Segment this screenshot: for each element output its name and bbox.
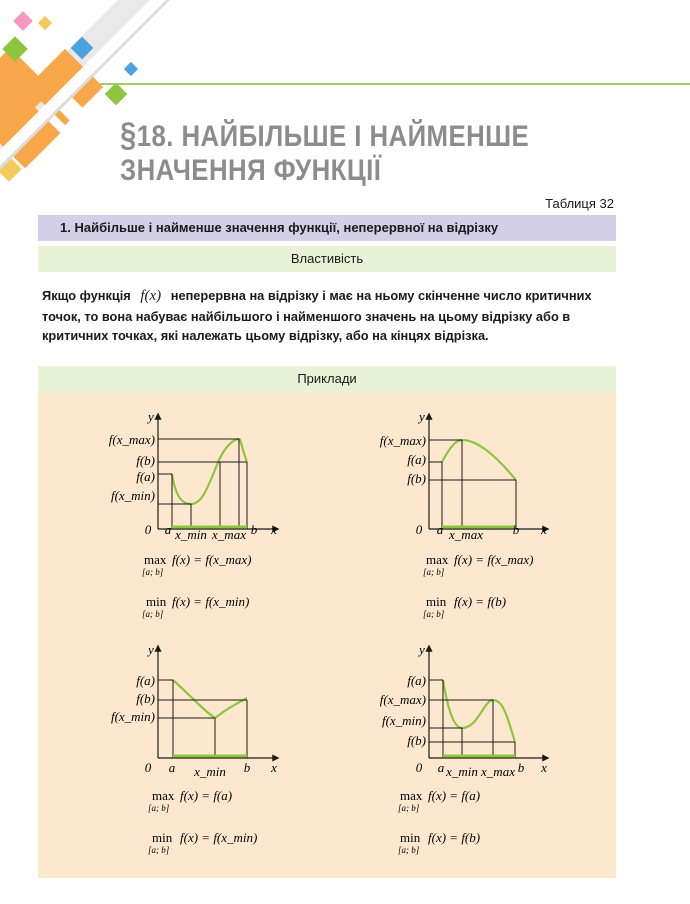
curve bbox=[442, 440, 516, 480]
function-symbol: f(x) bbox=[140, 288, 162, 304]
x-label: b bbox=[517, 760, 525, 775]
graph-3 bbox=[111, 642, 278, 855]
formula-op: max bbox=[144, 552, 167, 567]
formula-op: min bbox=[400, 830, 421, 845]
formula-expr: f(x) = f(x_min) bbox=[172, 594, 250, 609]
y-label: f(x_max) bbox=[379, 433, 426, 448]
x-label: x_min bbox=[446, 764, 478, 779]
x-label: x bbox=[271, 522, 277, 537]
corner-decoration bbox=[0, 0, 230, 230]
formula-expr: f(x) = f(x_max) bbox=[172, 552, 252, 567]
formula-expr: f(x) = f(b) bbox=[428, 830, 481, 845]
svg-text:y: y bbox=[148, 642, 154, 657]
property-text: Якщо функція f(x) неперервна на відрізку і має на ньому скінченне число критичних точок, то вона набуває найбільшого і найменшого значень на цьому відрізку або в критичних точках, які належать цьому відрізку, або на кінцях відрізка. bbox=[42, 288, 592, 343]
y-label: f(a) bbox=[407, 673, 426, 688]
x-label: a bbox=[437, 760, 445, 775]
curve bbox=[173, 680, 247, 718]
y-label: f(a) bbox=[407, 452, 426, 467]
graph-1 bbox=[109, 409, 278, 619]
x-label: x_min bbox=[175, 527, 207, 542]
svg-text:y: y bbox=[419, 642, 425, 657]
y-label: f(x_min) bbox=[110, 488, 155, 503]
graph-4 bbox=[380, 642, 548, 855]
formula-op: max bbox=[426, 552, 449, 567]
x-label: b bbox=[243, 760, 251, 775]
examples-panel bbox=[38, 392, 616, 878]
formula-expr: f(x) = f(x_max) bbox=[454, 552, 534, 567]
formula-sub: [a; b] bbox=[398, 845, 420, 855]
curve bbox=[172, 439, 247, 504]
formula-op: min bbox=[146, 594, 167, 609]
page-title: §18. НАЙБІЛЬШЕ І НАЙМЕНШЕ ЗНАЧЕННЯ ФУНКЦІЇ bbox=[120, 116, 530, 187]
x-label: 0 bbox=[144, 522, 152, 537]
formula-expr: f(x) = f(a) bbox=[428, 788, 481, 803]
x-label: x_max bbox=[212, 527, 246, 542]
y-label: f(b) bbox=[136, 691, 155, 706]
x-label: b bbox=[512, 522, 520, 537]
formula-sub: [a; b] bbox=[142, 567, 164, 577]
y-label: f(x_max) bbox=[379, 692, 426, 707]
x-label: a bbox=[164, 522, 172, 537]
formula-sub: [a; b] bbox=[423, 567, 445, 577]
examples-header: Приклади bbox=[38, 366, 616, 392]
formula-op: max bbox=[152, 788, 175, 803]
x-label: x bbox=[541, 760, 547, 775]
y-label: f(x_min) bbox=[110, 709, 155, 724]
x-label: b bbox=[250, 522, 258, 537]
x-label: 0 bbox=[415, 760, 423, 775]
y-label: f(x_min) bbox=[381, 713, 426, 728]
formula-sub: [a; b] bbox=[398, 803, 420, 813]
formula-expr: f(x) = f(b) bbox=[454, 594, 507, 609]
formula-sub: [a; b] bbox=[423, 609, 445, 619]
x-label: x_min bbox=[194, 764, 226, 779]
formula-op: min bbox=[152, 830, 173, 845]
x-label: a bbox=[436, 522, 444, 537]
formula-expr: f(x) = f(a) bbox=[180, 788, 233, 803]
formula-sub: [a; b] bbox=[142, 609, 164, 619]
svg-text:y: y bbox=[148, 409, 154, 424]
x-label: x bbox=[541, 522, 547, 537]
formula-sub: [a; b] bbox=[148, 845, 170, 855]
examples-graphs bbox=[38, 392, 616, 878]
formula-expr: f(x) = f(x_min) bbox=[180, 830, 258, 845]
y-label: f(x_max) bbox=[108, 432, 155, 447]
formula-sub: [a; b] bbox=[148, 803, 170, 813]
y-label: f(b) bbox=[407, 733, 426, 748]
x-label: x_max bbox=[449, 527, 483, 542]
formula-op: max bbox=[400, 788, 423, 803]
curve bbox=[443, 680, 515, 742]
x-label: x_max bbox=[481, 764, 515, 779]
y-label: f(b) bbox=[407, 471, 426, 486]
x-label: x bbox=[271, 760, 277, 775]
y-label: f(b) bbox=[136, 453, 155, 468]
y-label: f(a) bbox=[136, 469, 155, 484]
row-header: 1. Найбільше і найменше значення функції, неперервної на відрізку bbox=[38, 215, 616, 241]
x-label: a bbox=[168, 760, 176, 775]
property-header: Властивість bbox=[38, 246, 616, 272]
y-label: f(a) bbox=[136, 673, 155, 688]
svg-text:y: y bbox=[419, 409, 425, 424]
formula-op: min bbox=[426, 594, 447, 609]
graph-2 bbox=[380, 409, 548, 619]
x-label: 0 bbox=[415, 522, 423, 537]
table-number: Таблиця 32 bbox=[545, 196, 614, 211]
header-rule bbox=[100, 83, 690, 85]
x-label: 0 bbox=[144, 760, 152, 775]
